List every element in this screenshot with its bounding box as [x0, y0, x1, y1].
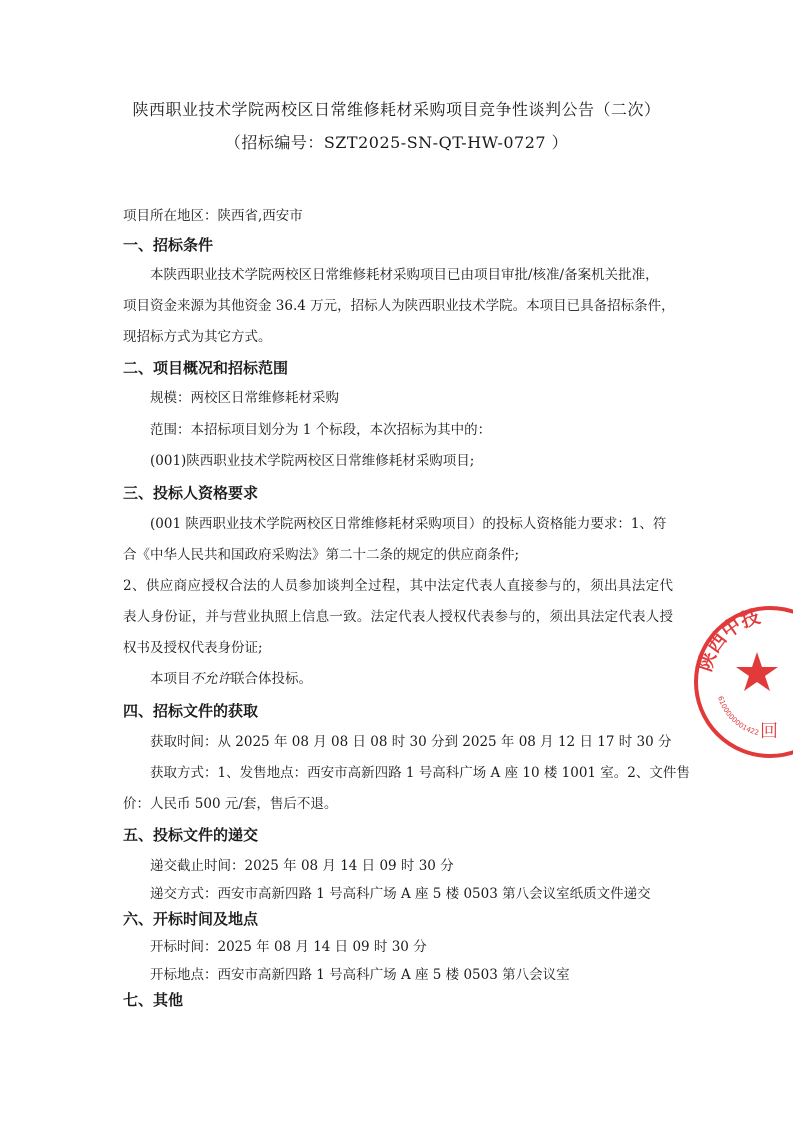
- document-acquisition-time: 获取时间：从 2025 年 08 月 08 日 08 时 30 分到 2025 年 08 月 12 日 17 时 30 分: [150, 734, 672, 750]
- section-heading-2: 二、项目概况和招标范围: [123, 359, 289, 377]
- section-heading-7: 七、其他: [123, 991, 184, 1009]
- seal-text: 陕西中技: [693, 605, 763, 675]
- document-acquisition-method: 获取方式：1、发售地点：西安市高新四路 1 号高科广场 A 座 10 楼 1001 室。2、文件售: [150, 765, 690, 781]
- submission-deadline: 递交截止时间：2025 年 08 月 14 日 09 时 30 分: [150, 858, 454, 874]
- s3-paragraph-line: 合《中华人民共和国政府采购法》第二十二条的规定的供应商条件;: [123, 547, 520, 563]
- s3-paragraph-line: 表人身份证，并与营业执照上信息一致。法定代表人授权代表参与的，须出具法定代表人授: [123, 609, 673, 625]
- s3-paragraph-line: 权书及授权代表身份证;: [123, 640, 263, 656]
- tender-number: （招标编号：SZT2025-SN-QT-HW-0727 ）: [224, 133, 569, 152]
- opening-time: 开标时间：2025 年 08 月 14 日 09 时 30 分: [150, 939, 427, 955]
- seal-bottom-text: 回: [760, 721, 778, 742]
- project-region: 项目所在地区：陕西省,西安市: [123, 208, 303, 224]
- consortium-post: 联合体投标。: [231, 671, 312, 687]
- seal-star-icon: [736, 652, 778, 691]
- s1-paragraph-line: 本陕西职业技术学院两校区日常维修耗材采购项目已由项目审批/核准/备案机关批准，: [150, 267, 659, 283]
- consortium-emphasis: 不允许: [190, 671, 231, 687]
- section-heading-6: 六、开标时间及地点: [123, 910, 259, 928]
- project-scope: 范围：本招标项目划分为 1 个标段，本次招标为其中的：: [150, 422, 492, 438]
- consortium-note: [150, 670, 312, 688]
- s3-paragraph-line: (001 陕西职业技术学院两校区日常维修耗材采购项目）的投标人资格能力要求：1、符: [150, 516, 667, 532]
- document-title: 陕西职业技术学院两校区日常维修耗材采购项目竞争性谈判公告（二次）: [132, 100, 661, 119]
- seal-code: 6100000001422: [716, 695, 760, 738]
- section-heading-1: 一、招标条件: [123, 236, 214, 254]
- section-heading-3: 三、投标人资格要求: [123, 484, 259, 502]
- s3-paragraph-line: 2、供应商应授权合法的人员参加谈判全过程，其中法定代表人直接参与的，须出具法定代: [123, 578, 673, 594]
- submission-method: 递交方式：西安市高新四路 1 号高科广场 A 座 5 楼 0503 第八会议室纸质文件递交: [150, 886, 651, 902]
- s1-paragraph-line: 现招标方式为其它方式。: [123, 329, 272, 345]
- section-heading-5: 五、投标文件的递交: [123, 826, 259, 844]
- opening-place: 开标地点：西安市高新四路 1 号高科广场 A 座 5 楼 0503 第八会议室: [150, 967, 570, 983]
- consortium-pre: 本项目: [150, 671, 191, 687]
- official-seal: [690, 602, 793, 762]
- s1-paragraph-line: 项目资金来源为其他资金 36.4 万元，招标人为陕西职业技术学院。本项目已具备招标条件，: [123, 298, 675, 314]
- project-scale: 规模：两校区日常维修耗材采购: [150, 390, 339, 406]
- section-heading-4: 四、招标文件的获取: [123, 702, 259, 720]
- project-lot: (001)陕西职业技术学院两校区日常维修耗材采购项目;: [150, 453, 475, 469]
- document-price: 价：人民币 500 元/套，售后不退。: [123, 796, 338, 812]
